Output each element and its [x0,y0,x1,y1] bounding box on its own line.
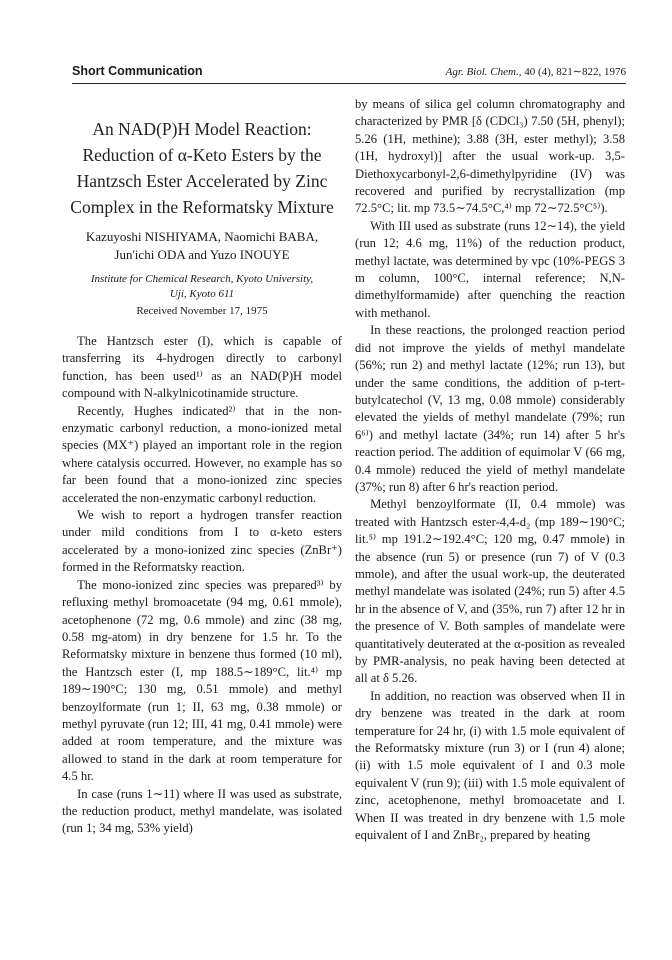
left-column [62,96,342,838]
paragraph-6: by means of silica gel column chromatography and characterized by PMR [δ (CDCl₃) 7.50 (5H, phenyl); 5.26 (1H, methine); 3.88 (3H, ester methyl); 3.58 (1H, hydroxyl)] after the usual work-up. 3,5-Diethoxycarbonyl-2,6-dimethylpyridine (IV) was recovered and purified by recrystallization (mp 72.5°C; lit. mp 73.5∼74.5°C,⁴⁾ mp 72∼72.5°C⁵⁾). [355,97,625,216]
authors [62,228,342,264]
header-rule [72,83,626,84]
section-label: Short Communication [72,64,203,78]
authors-line-2: Jun'ichi ODA and Yuzo INOUYE [114,247,290,262]
affiliation-line-1: Institute for Chemical Research, Kyoto University, [90,273,314,285]
paragraph-2: Recently, Hughes indicated²⁾ that in the non-enzymatic carbonyl reduction, a mono-ionized metal species (MX⁺) played an important role in the region where catalysis occurred. However, no example has so far been found that a mono-ionized zinc species accelerated the non-enzymatic carbonyl reduction. [62,403,342,505]
running-header [72,64,626,82]
received-date: Received November 17, 1975 [136,305,268,317]
article-title: An NAD(P)H Model Reaction: Reduction of α-Keto Esters by the Hantzsch Ester Accelerated by Zinc Complex in the Reformatsky Mixture [70,119,334,217]
paragraph-3: We wish to report a hydrogen transfer reaction under mild conditions from I to α-keto esters accelerated by a mono-ionized zinc species (ZnBr⁺) formed in the Reformatsky reaction. [62,508,342,575]
paragraph-7: With III used as substrate (runs 12∼14), the yield (run 12; 4.6 mg, 11%) of the reduction product, methyl lactate, was determined by vpc (10%-PEGS 3 m column, 100°C, internal reference; N,N-dimethylformamide) after quenching the reaction with methanol. [355,218,625,320]
paragraph-1: The Hantzsch ester (I), which is capable of transferring its 4-hydrogen directly to carbonyl function, has been used¹⁾ as an NAD(P)H model compound with N-alkylnicotinamide structure. [62,334,342,401]
affiliation-line-2: Uji, Kyoto 611 [169,288,235,300]
volume-pages: 40 (4), 821∼822, 1976 [524,66,626,78]
authors-line-1: Kazuyoshi NISHIYAMA, Naomichi BABA, [85,229,319,244]
right-column [355,96,625,844]
journal-name: Agr. Biol. Chem., [445,66,522,78]
paragraph-5: In case (runs 1∼11) where II was used as substrate, the reduction product, methyl mandelate, was isolated (run 1; 34 mg, 53% yield) [62,786,342,836]
paragraph-10: In addition, no reaction was observed when II in dry benzene was treated in the dark at room temperature for 24 hr, (i) with 1.5 mole equivalent of the Reformatsky mixture (run 3) or I (run 4) alone; (ii) with 1.5 mole equivalent of I and 0.3 mole equivalent V (run 9); (iii) with 1.5 mole equivalent of zinc, acetophenone, methyl bromoacetate and I. When II was treated in dry benzene with 1.5 mole equivalent of I and ZnBr₂, prepared by heating [355,688,625,843]
paragraph-9: Methyl benzoylformate (II, 0.4 mmole) was treated with Hantzsch ester-4,4-d₂ (mp 189∼190°C; lit.⁵⁾ mp 191.2∼192.4°C; 120 mg, 0.47 mmole) in the absence (run 5) or presence (run 7) of V (0.3 mmole), and after the usual work-up, the deuterated methyl mandelate was isolated (24%; run 5) after 4.5 hr in the absence of V, and (35%, run 7) after 12 hr in the presence of V. Both samples of mandelate were quantitatively deuterated at the α-position as revealed by PMR-analysis, no peak having been detected at all at δ 5.26. [355,497,625,686]
journal-citation [446,65,626,78]
paragraph-8: In these reactions, the prolonged reaction period did not improve the yields of methyl mandelate (56%; run 2) and methyl lactate (12%; run 13), but under the same conditions, the addition of p-tert-butylcatechol (V, 13 mg, 0.08 mmole) considerably elevated the yields of methyl mandelate (79%; run 6⁶⁾) and methyl lactate (34%; run 14) after 5 hr's reaction period. The addition of equimolar V (66 mg, 0.4 mmole) reduced the yield of methyl mandelate (37%; run 8) after 6 hr's reaction period. [355,323,625,494]
affiliation [62,272,342,302]
paragraph-4: The mono-ionized zinc species was prepared³⁾ by refluxing methyl bromoacetate (94 mg, 0.61 mmole), acetophenone (72 mg, 0.6 mmole) and zinc (38 mg, 0.58 mg-atom) in dry benzene for 1.5 hr. To the Reformatsky mixture in benzene thus formed (10 ml), the Hantzsch ester (I, mp 188.5∼189°C, lit.⁴⁾ mp 189∼190°C; 130 mg, 0.51 mmole) and methyl benzoylformate (run 1; II, 63 mg, 0.38 mmole) or methyl pyruvate (run 12; III, 41 mg, 0.41 mmole) were added at room temperature, and the mixture was allowed to stand in the dark at room temperature for 4.5 hr. [62,577,342,784]
